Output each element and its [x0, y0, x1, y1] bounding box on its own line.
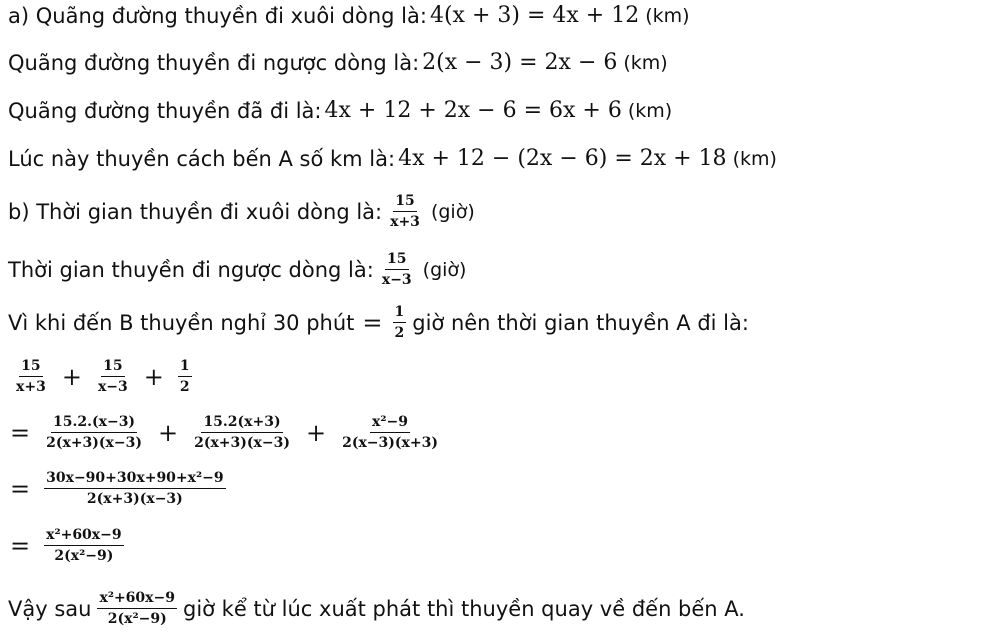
fraction-numerator: x²−9	[370, 414, 410, 433]
equals-sign: =	[10, 418, 31, 447]
math-expression: 4(x + 3) = 4x + 12	[429, 3, 640, 28]
math-expression: 4x + 12 + 2x − 6 = 6x + 6	[324, 98, 622, 123]
fraction-numerator: 15.2(x+3)	[201, 414, 282, 433]
fraction	[192, 414, 292, 451]
line-common-denominator	[8, 414, 446, 451]
fraction-denominator: 2(x²−9)	[107, 611, 167, 627]
fraction	[393, 304, 407, 341]
fraction	[44, 414, 144, 451]
line-downstream-distance	[8, 2, 690, 30]
line-text: giờ nên thời gian thuyền A đi là:	[412, 310, 749, 335]
plus-sign: +	[61, 362, 82, 391]
line-sum-expression	[8, 358, 198, 395]
fraction	[380, 251, 414, 288]
line-simplified	[8, 527, 130, 564]
equals-sign: =	[362, 308, 383, 337]
fraction-numerator: 1	[393, 304, 407, 323]
fraction-numerator: 15	[385, 251, 408, 270]
fraction	[340, 414, 440, 451]
fraction-denominator: 2(x+3)(x−3)	[194, 435, 290, 451]
fraction-denominator: x+3	[16, 379, 46, 395]
unit-label: (km)	[645, 5, 690, 27]
unit-label: (km)	[623, 52, 668, 74]
fraction-denominator: 2(x²−9)	[54, 548, 114, 564]
fraction-denominator: 2(x+3)(x−3)	[46, 435, 142, 451]
line-text: Quãng đường thuyền đi ngược dòng là:	[8, 51, 420, 75]
fraction	[388, 193, 422, 230]
fraction	[44, 470, 226, 507]
equals-sign: =	[10, 474, 31, 503]
line-conclusion	[8, 590, 745, 627]
equals-sign: =	[10, 531, 31, 560]
unit-label: (km)	[627, 100, 673, 122]
fraction	[97, 590, 177, 627]
line-upstream-distance	[8, 49, 668, 77]
unit-label: (giờ)	[430, 200, 475, 223]
line-text: a) Quãng đường thuyền đi xuôi dòng là:	[8, 4, 427, 28]
fraction	[44, 527, 124, 564]
math-expression: 4x + 12 − (2x − 6) = 2x + 18	[398, 146, 727, 171]
fraction-numerator: x²+60x−9	[97, 590, 177, 609]
line-text: Quãng đường thuyền đã đi là:	[8, 99, 322, 123]
fraction-numerator: 15.2.(x−3)	[51, 414, 137, 433]
fraction	[178, 358, 192, 395]
fraction-numerator: x²+60x−9	[44, 527, 124, 546]
fraction-denominator: 2(x+3)(x−3)	[86, 491, 183, 507]
fraction-numerator: 15	[393, 193, 416, 212]
fraction-numerator: 15	[19, 358, 42, 377]
fraction	[96, 358, 130, 395]
line-combined-numerator	[8, 470, 232, 507]
line-text: giờ kể từ lúc xuất phát thì thuyền quay về đến bến A.	[182, 596, 745, 621]
unit-label: (giờ)	[422, 258, 467, 281]
plus-sign: +	[305, 418, 327, 447]
unit-label: (km)	[732, 148, 777, 170]
line-total-distance	[8, 97, 672, 125]
fraction-numerator: 1	[178, 358, 192, 377]
line-text: b) Thời gian thuyền đi xuôi dòng là:	[8, 199, 383, 224]
fraction-denominator: x−3	[97, 379, 128, 395]
math-expression: 2(x − 3) = 2x − 6	[422, 50, 618, 75]
fraction-denominator: x+3	[390, 214, 420, 230]
line-upstream-time	[8, 251, 466, 288]
plus-sign: +	[157, 418, 179, 447]
line-distance-from-a	[8, 145, 777, 173]
fraction	[14, 358, 48, 395]
fraction-denominator: 2(x−3)(x+3)	[342, 435, 438, 451]
line-text: Thời gian thuyền đi ngược dòng là:	[8, 257, 374, 282]
line-downstream-time	[8, 193, 475, 230]
fraction-denominator: 2	[179, 379, 190, 395]
line-text: Vậy sau	[8, 596, 92, 621]
line-text: Vì khi đến B thuyền nghỉ 30 phút	[8, 310, 355, 335]
fraction-denominator: x−3	[381, 272, 412, 288]
line-rest-time	[8, 304, 749, 341]
plus-sign: +	[143, 362, 164, 391]
line-text: Lúc này thuyền cách bến A số km là:	[8, 147, 396, 171]
fraction-numerator: 15	[101, 358, 124, 377]
fraction-numerator: 30x−90+30x+90+x²−9	[44, 470, 226, 489]
fraction-denominator: 2	[394, 325, 405, 341]
